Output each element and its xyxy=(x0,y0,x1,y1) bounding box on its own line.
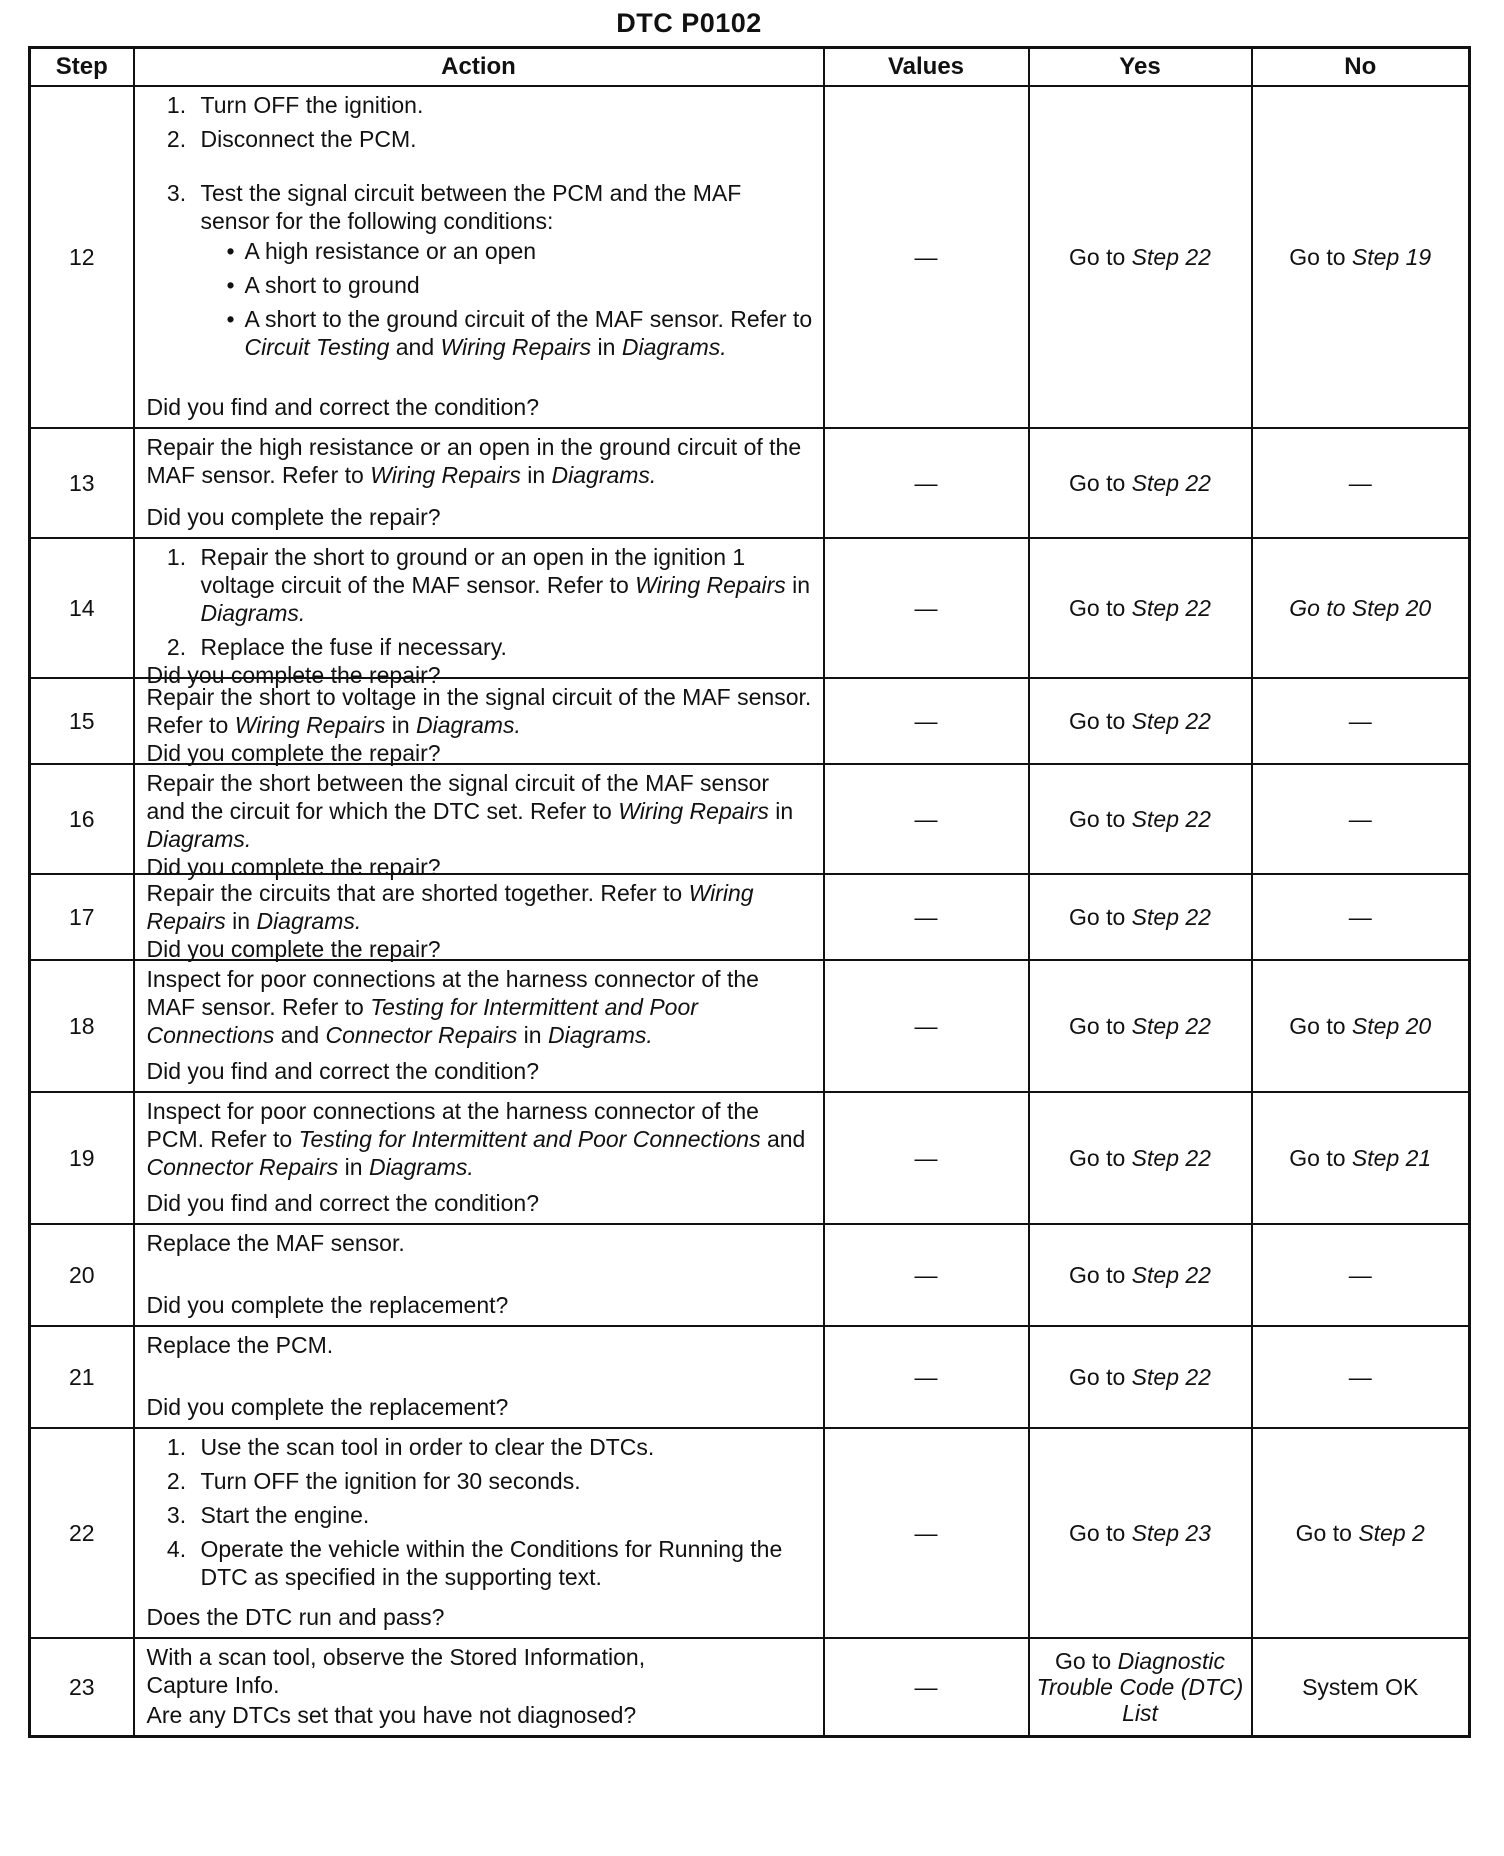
goto-text: Go to xyxy=(1069,470,1126,496)
action-text xyxy=(147,879,813,935)
values-cell xyxy=(824,678,1029,764)
values-cell xyxy=(824,1092,1029,1224)
table-row xyxy=(30,1092,1470,1224)
goto-step-link: Go to Step 20 xyxy=(1289,595,1432,621)
action-item: 3. Start the engine. xyxy=(193,1501,813,1529)
values-cell xyxy=(824,538,1029,678)
goto-step-link: Step xyxy=(1351,1013,1400,1039)
header-action: Action xyxy=(134,48,824,87)
ref-in: in xyxy=(523,1022,542,1048)
goto-text: Go to xyxy=(1069,1013,1126,1039)
action-body: Repair the short between the signal circuit of the MAF sensor and the circuit for which the DTC set. Refer to xyxy=(146,770,770,824)
goto-step-number: 22 xyxy=(1185,595,1211,621)
ref-in: in xyxy=(527,462,546,488)
goto-step-number: 21 xyxy=(1405,1145,1432,1171)
goto-text: Go to xyxy=(1069,1262,1126,1288)
action-question: Did you complete the repair? xyxy=(146,504,441,530)
table-row xyxy=(30,960,1470,1092)
yes-cell xyxy=(1029,874,1252,960)
yes-cell xyxy=(1029,764,1252,874)
empty-dash: — xyxy=(914,1364,938,1390)
ref-link-diagrams: Diagrams. xyxy=(621,334,727,360)
goto-step-number: 22 xyxy=(1185,1013,1211,1039)
goto-text: Go to xyxy=(1069,806,1126,832)
goto-step-number: 22 xyxy=(1185,806,1211,832)
action-item xyxy=(193,543,813,627)
goto-text: Go to xyxy=(1289,1013,1346,1039)
goto-step-link: Step xyxy=(1131,1364,1179,1390)
empty-dash: — xyxy=(1348,708,1372,734)
bullet-text: A short to the ground circuit of the MAF sensor. xyxy=(244,306,724,332)
goto-step-link: Step 2 xyxy=(1358,1520,1425,1546)
action-body: Repair the short to voltage in the signal circuit of the MAF sensor. Refer to xyxy=(146,684,812,738)
empty-dash: — xyxy=(1348,470,1372,496)
values-cell xyxy=(824,428,1029,538)
action-text: Replace the MAF sensor. xyxy=(146,1230,405,1256)
goto-step-number: 22 xyxy=(1185,708,1211,734)
goto-step-link: Step xyxy=(1131,244,1179,270)
goto-text: Go to xyxy=(1289,244,1346,270)
goto-text: Go to xyxy=(1069,244,1126,270)
empty-dash: — xyxy=(1348,904,1372,930)
step-number: 21 xyxy=(30,1326,134,1428)
goto-step-link: Step xyxy=(1351,1145,1400,1171)
table-row xyxy=(30,428,1470,538)
no-cell xyxy=(1252,1428,1470,1638)
ref-link-wiring-repairs: Wiring Repairs xyxy=(440,334,592,360)
action-question: Are any DTCs set that you have not diagnosed? xyxy=(146,1702,637,1728)
yes-cell xyxy=(1029,428,1252,538)
action-item: 4. Operate the vehicle within the Conditions for Running the DTC as specified in the supporting text. xyxy=(193,1535,813,1591)
step-number: 19 xyxy=(30,1092,134,1224)
goto-step-link: Step xyxy=(1131,904,1179,930)
goto-step-link: Step xyxy=(1131,1262,1179,1288)
page-title: DTC P0102 xyxy=(616,8,762,38)
ref-pre: Refer to xyxy=(730,306,813,332)
goto-step-link: Step xyxy=(1131,1145,1179,1171)
header-step: Step xyxy=(30,48,134,87)
action-item-text: Test the signal circuit between the PCM and the MAF sensor for the following conditions: xyxy=(200,180,742,234)
empty-dash: — xyxy=(914,1013,938,1039)
goto-step-link: Step xyxy=(1131,595,1179,621)
action-item: 2. Disconnect the PCM. xyxy=(193,125,813,153)
yes-cell xyxy=(1029,1224,1252,1326)
values-cell xyxy=(824,764,1029,874)
yes-cell xyxy=(1029,1326,1252,1428)
action-question: Did you find and correct the condition? xyxy=(146,394,540,420)
table-row xyxy=(30,1638,1470,1737)
goto-text: Go to xyxy=(1289,1145,1346,1171)
step-number: 14 xyxy=(30,538,134,678)
action-question: Did you complete the replacement? xyxy=(146,1292,509,1318)
header-yes: Yes xyxy=(1029,48,1252,87)
ref-link-wiring-repairs: Wiring Repairs xyxy=(618,798,769,824)
goto-step-link: Step xyxy=(1351,244,1400,270)
goto-step-link: Step xyxy=(1131,708,1179,734)
ref-link-diagrams: Diagrams. xyxy=(256,908,362,934)
table-row xyxy=(30,538,1470,678)
table-row xyxy=(30,678,1470,764)
action-cell xyxy=(134,678,824,764)
goto-text: Go to xyxy=(1295,1520,1352,1546)
yes-cell xyxy=(1029,1428,1252,1638)
values-cell xyxy=(824,86,1029,428)
goto-step-link: Step xyxy=(1131,470,1179,496)
empty-dash: — xyxy=(914,806,938,832)
header-no: No xyxy=(1252,48,1470,87)
empty-dash: — xyxy=(914,1520,938,1546)
action-cell xyxy=(134,428,824,538)
yes-cell xyxy=(1029,86,1252,428)
goto-step-number: 22 xyxy=(1185,1262,1211,1288)
empty-dash: — xyxy=(914,708,938,734)
action-cell xyxy=(134,538,824,688)
action-item: 2. Replace the fuse if necessary. xyxy=(193,633,813,661)
bullet-item: • A high resistance or an open xyxy=(231,237,813,265)
empty-dash: — xyxy=(914,244,938,270)
table-row xyxy=(30,86,1470,428)
goto-text: Go to xyxy=(1069,1364,1126,1390)
values-cell xyxy=(824,1428,1029,1638)
action-cell xyxy=(134,1428,824,1638)
ref-link-diagrams: Diagrams. xyxy=(551,462,657,488)
values-cell xyxy=(824,1638,1029,1737)
yes-cell xyxy=(1029,960,1252,1092)
empty-dash: — xyxy=(1348,1262,1372,1288)
values-cell xyxy=(824,960,1029,1092)
step-number: 15 xyxy=(30,678,134,764)
goto-step-link: Step xyxy=(1131,1520,1179,1546)
step-number: 22 xyxy=(30,1428,134,1638)
values-cell xyxy=(824,1326,1029,1428)
ref-link-testing-intermittent: Testing for Intermittent and Poor Connections xyxy=(146,994,698,1048)
action-question: Did you complete the repair? xyxy=(146,662,441,688)
goto-text: Go to xyxy=(1069,1520,1126,1546)
action-item: 2. Turn OFF the ignition for 30 seconds. xyxy=(193,1467,813,1495)
empty-dash: — xyxy=(1348,806,1372,832)
ref-in: in xyxy=(232,908,251,934)
action-text xyxy=(147,1097,813,1181)
ref-link-wiring-repairs: Wiring Repairs xyxy=(146,880,754,934)
header-row xyxy=(30,48,1470,87)
action-cell xyxy=(134,1326,824,1428)
no-cell xyxy=(1252,874,1470,960)
table-row xyxy=(30,874,1470,960)
goto-step-number: 22 xyxy=(1185,904,1211,930)
action-text: Replace the PCM. xyxy=(146,1332,334,1358)
action-item: 1. Turn OFF the ignition. xyxy=(193,91,813,119)
action-question: Does the DTC run and pass? xyxy=(146,1604,445,1630)
table-row xyxy=(30,1224,1470,1326)
no-cell xyxy=(1252,1092,1470,1224)
ref-in: in xyxy=(391,712,410,738)
action-question: Did you complete the repair? xyxy=(146,854,441,880)
yes-cell xyxy=(1029,538,1252,678)
action-cell xyxy=(134,960,824,1092)
goto-step-number: 22 xyxy=(1185,244,1211,270)
action-text xyxy=(147,683,813,739)
action-cell xyxy=(134,1092,824,1224)
step-number: 17 xyxy=(30,874,134,960)
ref-link-testing-intermittent: Testing for Intermittent and Poor Connections xyxy=(298,1126,761,1152)
action-question: Did you complete the replacement? xyxy=(146,1394,509,1420)
ref-link-diagrams: Diagrams. xyxy=(368,1154,474,1180)
step-number: 20 xyxy=(30,1224,134,1326)
step-number: 18 xyxy=(30,960,134,1092)
ref-link-circuit-testing: Circuit Testing xyxy=(244,334,390,360)
header-values: Values xyxy=(824,48,1029,87)
action-question: Did you find and correct the condition? xyxy=(146,1190,540,1216)
table-row xyxy=(30,1326,1470,1428)
action-item: 1. Use the scan tool in order to clear the DTCs. xyxy=(193,1433,813,1461)
system-ok-text: System OK xyxy=(1302,1674,1419,1700)
ref-in: in xyxy=(597,334,616,360)
ref-link-connector-repairs: Connector Repairs xyxy=(325,1022,518,1048)
empty-dash: — xyxy=(914,1145,938,1171)
ref-link-diagrams: Diagrams. xyxy=(200,600,306,626)
goto-text: Go to xyxy=(1069,708,1126,734)
no-cell xyxy=(1252,86,1470,428)
empty-dash: — xyxy=(914,595,938,621)
yes-cell xyxy=(1029,1638,1252,1737)
no-cell xyxy=(1252,960,1470,1092)
goto-step-number: 22 xyxy=(1185,1364,1211,1390)
table-row xyxy=(30,1428,1470,1638)
yes-cell xyxy=(1029,1092,1252,1224)
goto-step-number: 22 xyxy=(1185,1145,1211,1171)
no-cell xyxy=(1252,1638,1470,1737)
action-text xyxy=(147,433,813,489)
empty-dash: — xyxy=(914,1674,938,1700)
action-question: Did you find and correct the condition? xyxy=(146,1058,540,1084)
action-cell xyxy=(134,1224,824,1326)
ref-link-diagrams: Diagrams. xyxy=(416,712,521,738)
no-cell xyxy=(1252,428,1470,538)
action-body: Inspect for poor connections at the harness connector of the PCM. Refer to xyxy=(146,1098,759,1152)
action-cell xyxy=(134,1638,824,1737)
no-cell xyxy=(1252,1224,1470,1326)
ref-in: in xyxy=(792,572,811,598)
action-body: Repair the circuits that are shorted together. Refer to xyxy=(146,880,683,906)
ref-link-wiring-repairs: Wiring Repairs xyxy=(370,462,521,488)
values-cell xyxy=(824,874,1029,960)
goto-step-link: Step xyxy=(1131,806,1179,832)
ref-in: in xyxy=(775,798,794,824)
goto-dtc-list-link: Diagnostic Trouble Code (DTC) List xyxy=(1036,1648,1244,1726)
values-cell xyxy=(824,1224,1029,1326)
goto-step-number: 19 xyxy=(1405,244,1432,270)
step-number: 13 xyxy=(30,428,134,538)
ref-and: and xyxy=(766,1126,806,1152)
action-body: Repair the high resistance or an open in the ground circuit of the MAF sensor. Refer to xyxy=(146,434,802,488)
ref-in: in xyxy=(344,1154,363,1180)
goto-text: Go to xyxy=(1069,595,1126,621)
bullet-item: • A short to ground xyxy=(231,271,813,299)
action-text xyxy=(147,965,813,1049)
no-cell xyxy=(1252,764,1470,874)
bullet-item xyxy=(231,305,813,361)
action-item xyxy=(193,179,813,361)
ref-link-diagrams: Diagrams. xyxy=(146,826,252,852)
goto-text: Go to xyxy=(1054,1648,1112,1674)
ref-and: and xyxy=(280,1022,320,1048)
ref-link-wiring-repairs: Wiring Repairs xyxy=(635,572,786,598)
empty-dash: — xyxy=(914,470,938,496)
table-row xyxy=(30,764,1470,874)
ref-link-wiring-repairs: Wiring Repairs xyxy=(234,712,386,738)
action-body: Inspect for poor connections at the harness connector of the MAF sensor. Refer to xyxy=(146,966,759,1020)
ref-link-diagrams: Diagrams. xyxy=(547,1022,653,1048)
yes-cell xyxy=(1029,678,1252,764)
ref-link-connector-repairs: Connector Repairs xyxy=(146,1154,339,1180)
no-cell xyxy=(1252,678,1470,764)
action-cell xyxy=(134,764,824,880)
empty-dash: — xyxy=(914,1262,938,1288)
step-number: 12 xyxy=(30,86,134,428)
no-cell xyxy=(1252,538,1470,678)
action-question: Did you complete the repair? xyxy=(146,936,441,962)
goto-step-number: 22 xyxy=(1185,470,1211,496)
step-number: 16 xyxy=(30,764,134,874)
action-question: Did you complete the repair? xyxy=(146,740,441,766)
empty-dash: — xyxy=(1348,1364,1372,1390)
goto-step-number: 20 xyxy=(1405,1013,1432,1039)
goto-text: Go to xyxy=(1069,904,1126,930)
goto-step-number: 23 xyxy=(1185,1520,1211,1546)
goto-text: Go to xyxy=(1069,1145,1126,1171)
action-text xyxy=(147,769,813,853)
action-cell xyxy=(134,874,824,960)
action-text: With a scan tool, observe the Stored Information, Capture Info. xyxy=(146,1644,646,1698)
action-cell xyxy=(134,86,824,428)
action-item-text: Repair the short to ground or an open in the ignition 1 voltage circuit of the MAF sensor. Refer to xyxy=(200,544,746,598)
ref-and: and xyxy=(395,334,435,360)
diagnostic-table xyxy=(28,46,1471,1738)
empty-dash: — xyxy=(914,904,938,930)
step-number: 23 xyxy=(30,1638,134,1737)
no-cell xyxy=(1252,1326,1470,1428)
goto-step-link: Step xyxy=(1131,1013,1179,1039)
